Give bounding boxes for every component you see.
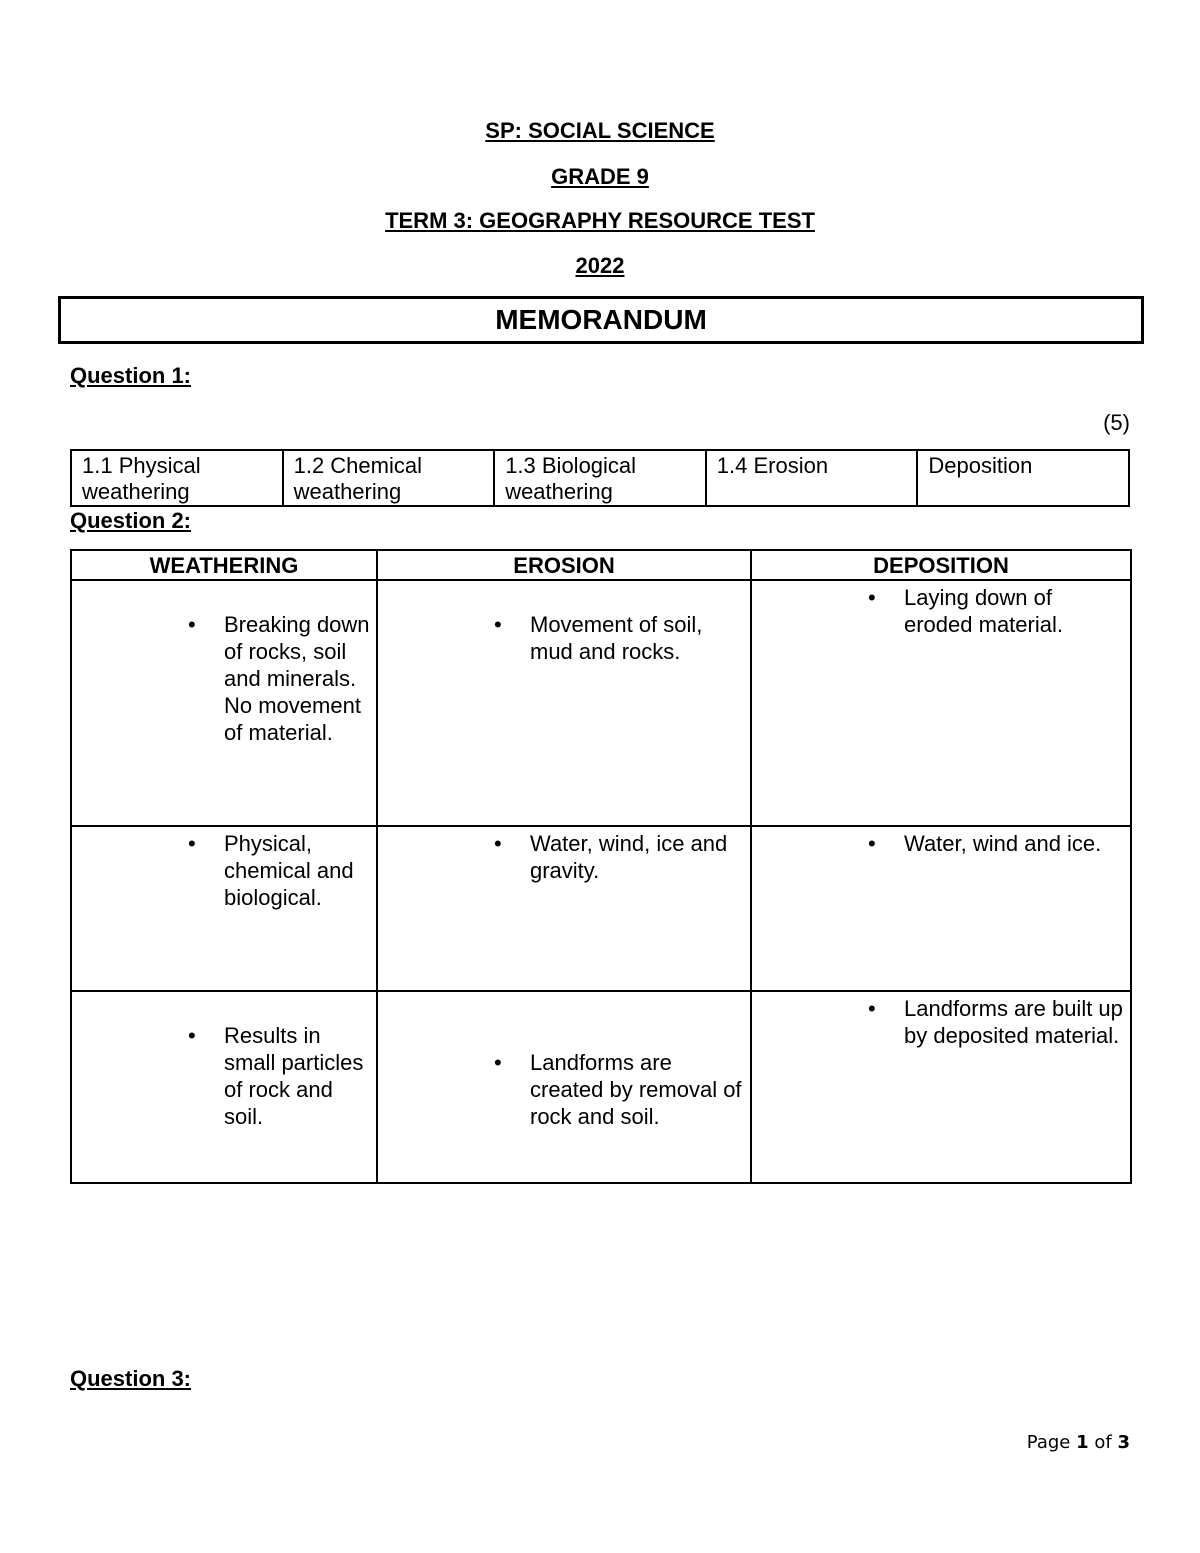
page-current: 1 (1076, 1432, 1089, 1453)
doc-grade: GRADE 9 (551, 164, 649, 189)
answer-cell-1-5: Deposition (917, 450, 1129, 506)
question-1-marks: (5) (1103, 410, 1130, 435)
table-row (71, 991, 1131, 1183)
page-number (1027, 1432, 1130, 1454)
answer-cell-1-3: 1.3 Biological weathering (494, 450, 706, 506)
table-cell (377, 826, 751, 991)
list-item: • Water, wind and ice. (904, 830, 1129, 857)
table-row (71, 450, 1129, 506)
table-cell (751, 826, 1131, 991)
list-item: • Landforms are created by removal of rock and soil. (530, 1049, 745, 1130)
list-item: • Water, wind, ice and gravity. (530, 830, 745, 884)
question-1-label: Question 1: (70, 363, 192, 388)
answer-cell-1-2: 1.2 Chemical weathering (283, 450, 495, 506)
table-row (71, 826, 1131, 991)
doc-test-title: TERM 3: GEOGRAPHY RESOURCE TEST (385, 208, 815, 233)
table-cell (377, 580, 751, 826)
column-header-weathering: WEATHERING (71, 550, 377, 580)
table-cell (751, 580, 1131, 826)
table-cell (71, 826, 377, 991)
list-item: • Results in small particles of rock and soil. (224, 1022, 370, 1130)
question-3-label: Question 3: (70, 1366, 192, 1391)
list-item: • Movement of soil, mud and rocks. (530, 611, 745, 665)
of-word: of (1094, 1432, 1112, 1453)
list-item: • Laying down of eroded material. (904, 584, 1124, 638)
page-total: 3 (1117, 1432, 1130, 1453)
list-item: • Breaking down of rocks, soil and minerals. No movement of material. (224, 611, 370, 746)
question-2-label: Question 2: (70, 508, 192, 533)
question-1-answer-table (70, 449, 1130, 507)
page-word: Page (1026, 1432, 1071, 1453)
column-header-erosion: EROSION (377, 550, 751, 580)
list-item: • Landforms are built up by deposited material. (904, 995, 1124, 1049)
doc-year: 2022 (575, 253, 625, 278)
question-2-comparison-table (70, 549, 1132, 1184)
table-cell (71, 580, 377, 826)
table-cell (71, 991, 377, 1183)
list-item: • Physical, chemical and biological. (224, 830, 372, 911)
table-cell (377, 991, 751, 1183)
answer-cell-1-4: 1.4 Erosion (706, 450, 918, 506)
column-header-deposition: DEPOSITION (751, 550, 1131, 580)
table-cell (751, 991, 1131, 1183)
doc-subject: SP: SOCIAL SCIENCE (485, 118, 715, 143)
memorandum-banner: MEMORANDUM (58, 296, 1144, 344)
table-row (71, 580, 1131, 826)
table-header-row (71, 550, 1131, 580)
answer-cell-1-1: 1.1 Physical weathering (71, 450, 283, 506)
